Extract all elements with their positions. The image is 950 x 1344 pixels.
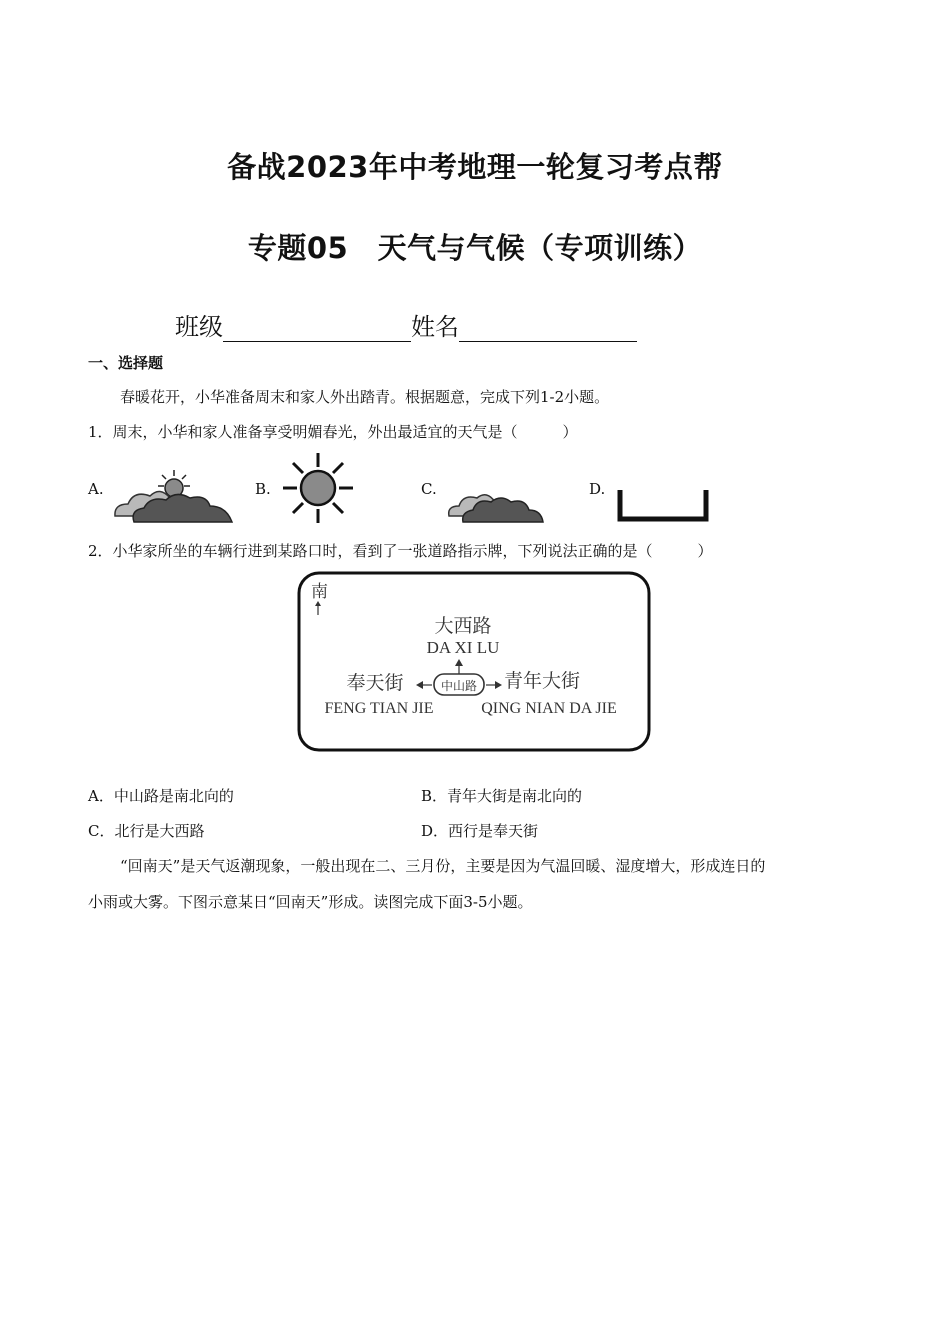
sign-center-road: 中山路 <box>440 679 478 693</box>
class-blank[interactable] <box>223 313 411 342</box>
intro-paragraph-2-line-2: 小雨或大雾。下图示意某日“回南天”形成。读图完成下面3-5小题。 <box>88 893 533 911</box>
overcast-bracket-icon <box>614 488 712 524</box>
q2-option-c[interactable]: C．北行是大西路 <box>88 822 205 840</box>
cloudy-icon <box>445 486 545 524</box>
road-sign <box>297 571 653 753</box>
sign-north-mark: 南 <box>311 582 328 601</box>
section-heading: 一、选择题 <box>88 354 164 372</box>
q1-option-b-label[interactable]: B. <box>255 480 271 498</box>
q1-option-a-label[interactable]: A. <box>88 480 104 498</box>
sign-right-road-pinyin: QING NIAN DA JIE <box>481 700 617 717</box>
sign-left-road-cn: 奉天街 <box>346 673 404 694</box>
q2-option-a[interactable]: A．中山路是南北向的 <box>88 787 234 805</box>
question-1-text: 1．周末，小华和家人准备享受明媚春光，外出最适宜的天气是（ ） <box>88 423 578 441</box>
sign-left-road-pinyin: FENG TIAN JIE <box>324 700 434 717</box>
document-subtitle: 专题05 天气与气候（专项训练） <box>247 231 703 265</box>
q2-option-b[interactable]: B．青年大街是南北向的 <box>421 787 583 805</box>
q2-option-d[interactable]: D．西行是奉天街 <box>421 822 539 840</box>
intro-paragraph-1: 春暖花开，小华准备周末和家人外出踏青。根据题意，完成下列1-2小题。 <box>120 388 610 406</box>
sign-right-road-cn: 青年大街 <box>503 671 581 692</box>
name-blank[interactable] <box>459 313 637 342</box>
intro-paragraph-2-line-1: “回南天”是天气返潮现象，一般出现在二、三月份，主要是因为气温回暖、湿度增大，形成连日的 <box>120 857 766 875</box>
question-2-text: 2．小华家所坐的车辆行进到某路口时，看到了一张道路指示牌，下列说法正确的是（ ） <box>88 542 713 560</box>
sign-top-road-cn: 大西路 <box>434 616 492 637</box>
name-label: 姓名 <box>411 313 459 341</box>
sun-icon <box>282 452 354 524</box>
sun-behind-clouds-icon <box>110 466 236 524</box>
document-title: 备战2023年中考地理一轮复习考点帮 <box>227 150 723 184</box>
sign-top-road-pinyin: DA XI LU <box>426 638 500 657</box>
q1-option-d-label[interactable]: D. <box>589 480 606 498</box>
class-label: 班级 <box>175 313 223 341</box>
student-info-row <box>175 307 637 342</box>
q1-option-c-label[interactable]: C. <box>421 480 437 498</box>
